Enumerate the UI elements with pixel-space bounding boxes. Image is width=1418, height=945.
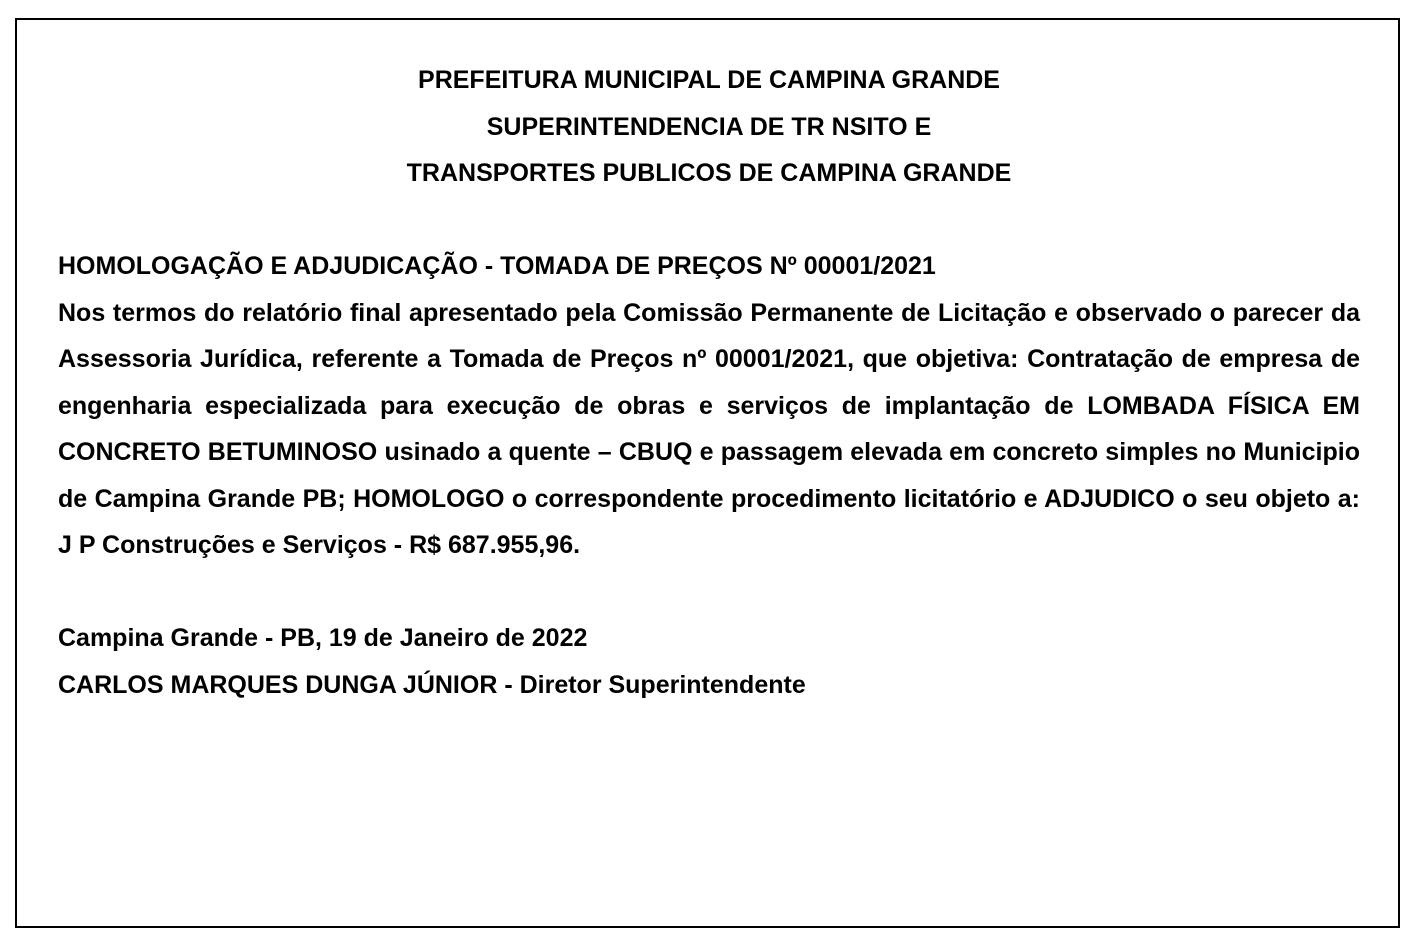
header-line-1: PREFEITURA MUNICIPAL DE CAMPINA GRANDE	[418, 66, 1000, 94]
header-line-2: SUPERINTENDENCIA DE TR NSITO E	[486, 112, 932, 141]
spacer	[58, 197, 1360, 244]
spacer	[58, 569, 1360, 616]
place-date: Campina Grande - PB, 19 de Janeiro de 2022	[58, 624, 588, 652]
notice-title: HOMOLOGAÇÃO E ADJUDICAÇÃO - TOMADA DE PREÇOS Nº 00001/2021	[58, 252, 936, 280]
notice-body: Nos termos do relatório final apresentado pela Comissão Permanente de Licitação e observado o parecer da Assessoria Jurídica, referente a Tomada de Preços nº 00001/2021, que objetiva: Contratação de empresa de engenharia especializada para execução de obras e serviços de implantação de LOMBADA FÍSICA EM CONCRETO BETUMINOSO usinado a quente – CBUQ e passagem elevada em concreto simples no Municipio de Campina Grande PB; HOMOLOGO o correspondente procedimento licitatório e ADJUDICO o seu objeto a: J P Construções e Serviços - R$ 687.955,96.	[58, 298, 1360, 559]
document-content	[58, 57, 1360, 708]
header-line-3: TRANSPORTES PUBLICOS DE CAMPINA GRANDE	[406, 159, 1012, 187]
signatory: CARLOS MARQUES DUNGA JÚNIOR - Diretor Superintendente	[58, 670, 806, 699]
